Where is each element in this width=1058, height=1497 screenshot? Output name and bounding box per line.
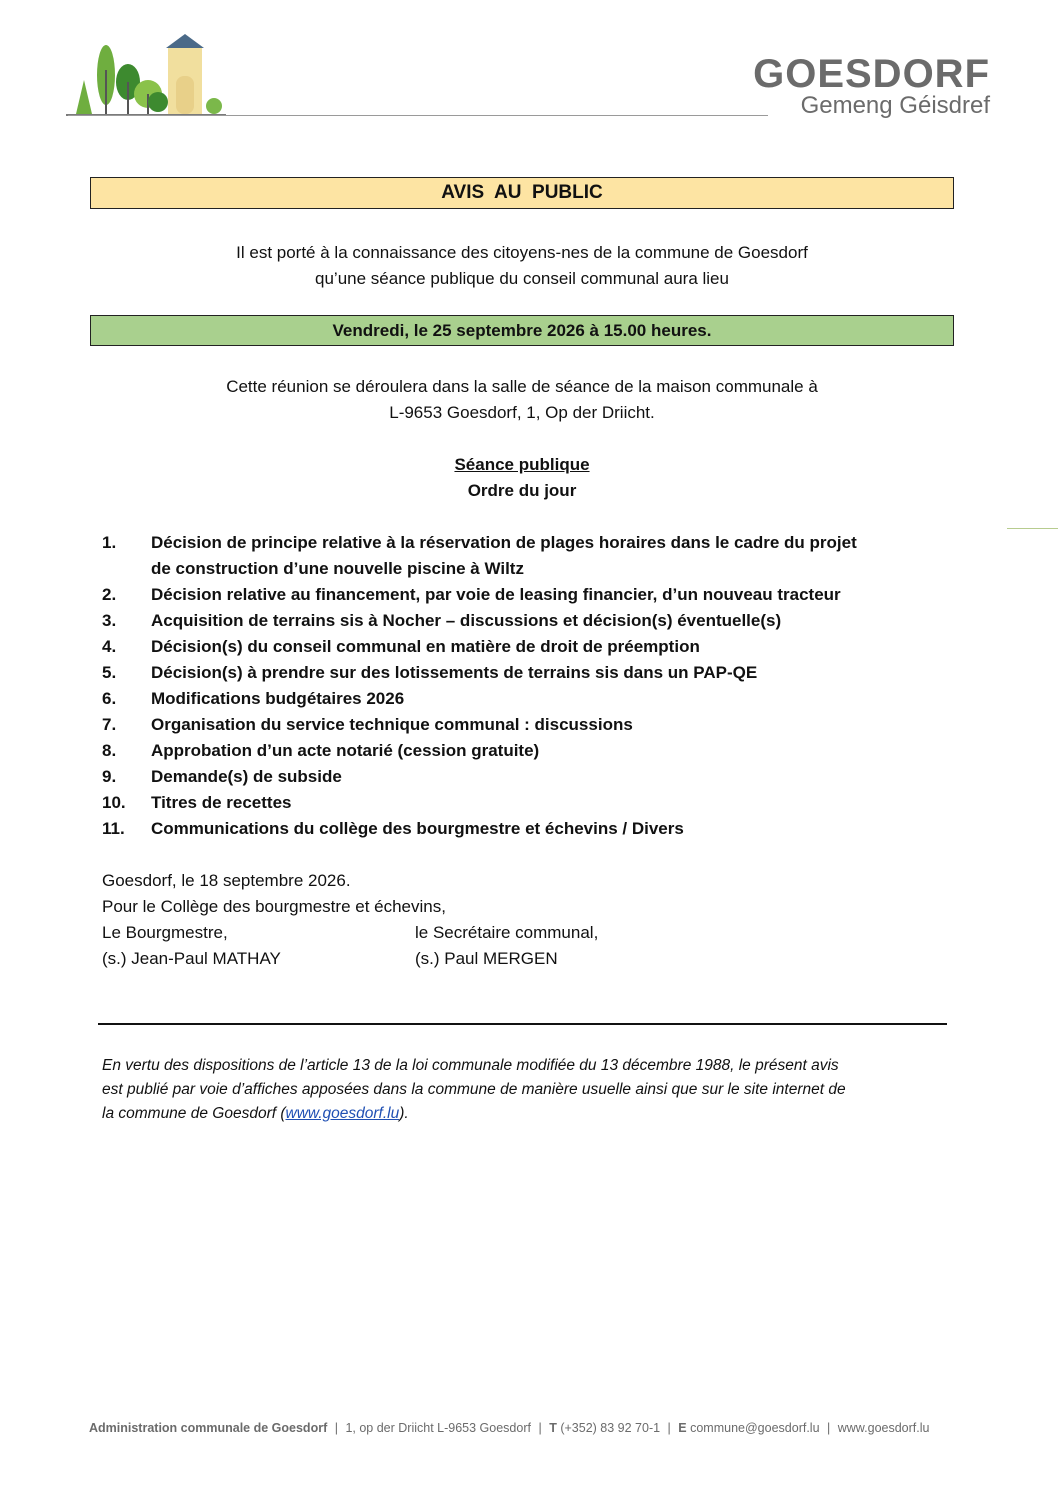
footer-separator: | bbox=[538, 1421, 542, 1435]
agenda-item-text: Acquisition de terrains sis à Nocher – discussions et décision(s) éventuelle(s) bbox=[151, 611, 782, 630]
agenda-item-text: Approbation d’un acte notarié (cession gratuite) bbox=[151, 741, 540, 760]
legal-notice bbox=[102, 1054, 952, 1126]
brand-subtitle: Gemeng Géisdref bbox=[800, 92, 990, 119]
agenda-item-text: Demande(s) de subside bbox=[151, 767, 342, 786]
footer-separator: | bbox=[667, 1421, 671, 1435]
mayor-name: (s.) Jean-Paul MATHAY bbox=[102, 949, 281, 968]
agenda-item-number: 4. bbox=[102, 637, 117, 656]
meeting-date-box bbox=[90, 315, 954, 346]
agenda-item-number: 2. bbox=[102, 585, 117, 604]
intro-line-2: qu’une séance publique du conseil communal aura lieu bbox=[315, 269, 729, 288]
agenda-item bbox=[102, 608, 962, 634]
agenda-item bbox=[102, 686, 962, 712]
agenda-item-text: Communications du collège des bourgmestre et échevins / Divers bbox=[151, 819, 684, 838]
agenda-item-number: 1. bbox=[102, 533, 117, 552]
notice-title-box bbox=[90, 177, 954, 209]
footer-tel: (+352) 83 92 70-1 bbox=[560, 1421, 661, 1435]
session-title: Séance publique bbox=[454, 455, 590, 474]
section-divider bbox=[98, 1023, 947, 1025]
secretary-title: le Secrétaire communal, bbox=[415, 923, 599, 942]
agenda-item bbox=[102, 530, 962, 582]
agenda-item-number: 5. bbox=[102, 663, 117, 682]
legal-notice-line-3-end: ). bbox=[399, 1105, 409, 1122]
for-college: Pour le Collège des bourgmestre et échevins, bbox=[102, 897, 446, 916]
footer-address: 1, op der Driicht L-9653 Goesdorf bbox=[345, 1421, 531, 1435]
secretary-name: (s.) Paul MERGEN bbox=[415, 949, 558, 968]
footer-separator: | bbox=[827, 1421, 831, 1435]
page-footer bbox=[89, 1421, 989, 1435]
agenda-item-text: Décision(s) du conseil communal en matière de droit de préemption bbox=[151, 637, 700, 656]
legal-notice-line-1: En vertu des dispositions de l’article 13 de la loi communale modifiée du 13 décembre 1988, le présent avis bbox=[102, 1057, 839, 1074]
intro-text bbox=[90, 240, 954, 292]
agenda-list bbox=[102, 530, 962, 842]
session-subtitle: Ordre du jour bbox=[467, 481, 577, 500]
session-heading bbox=[90, 452, 954, 504]
agenda-item-number: 11. bbox=[102, 819, 125, 838]
footer-tel-label: T bbox=[549, 1421, 557, 1435]
agenda-item-text: Décision de principe relative à la réservation de plages horaires dans le cadre du projet bbox=[151, 533, 857, 552]
agenda-item-number: 10. bbox=[102, 793, 126, 812]
agenda-item bbox=[102, 634, 962, 660]
agenda-item-text: Titres de recettes bbox=[151, 793, 292, 812]
agenda-item bbox=[102, 816, 962, 842]
legal-notice-line-2: est publié par voie d’affiches apposées dans la commune de manière usuelle ainsi que sur le site internet de bbox=[102, 1081, 846, 1098]
agenda-item-number: 8. bbox=[102, 741, 117, 760]
legal-notice-line-3: la commune de Goesdorf ( bbox=[102, 1105, 286, 1122]
website-link[interactable]: www.goesdorf.lu bbox=[285, 1105, 400, 1122]
agenda-item-text: Décision(s) à prendre sur des lotissements de terrains sis dans un PAP-QE bbox=[151, 663, 758, 682]
agenda-item-number: 6. bbox=[102, 689, 117, 708]
brand-name: GOESDORF bbox=[753, 52, 990, 96]
agenda-item bbox=[102, 738, 962, 764]
commune-logo bbox=[66, 30, 226, 120]
meeting-date: Vendredi, le 25 septembre 2026 à 15.00 heures. bbox=[332, 320, 712, 340]
footer-email[interactable]: commune@goesdorf.lu bbox=[690, 1421, 820, 1435]
agenda-item bbox=[102, 582, 962, 608]
agenda-item-text: Décision relative au financement, par voie de leasing financier, d’un nouveau tracteur bbox=[151, 585, 841, 604]
agenda-item-text-cont: de construction d’une nouvelle piscine à Wiltz bbox=[151, 559, 524, 578]
signature-block bbox=[102, 868, 802, 972]
agenda-item bbox=[102, 790, 962, 816]
agenda-item bbox=[102, 712, 962, 738]
footer-website[interactable]: www.goesdorf.lu bbox=[837, 1421, 930, 1435]
agenda-item-number: 7. bbox=[102, 715, 117, 734]
agenda-item bbox=[102, 764, 962, 790]
location-text bbox=[90, 374, 954, 426]
agenda-item-number: 3. bbox=[102, 611, 117, 630]
margin-mark bbox=[1007, 528, 1058, 529]
agenda-item-text: Modifications budgétaires 2026 bbox=[151, 689, 405, 708]
location-line-1: Cette réunion se déroulera dans la salle de séance de la maison communale à bbox=[226, 377, 818, 396]
mayor-title: Le Bourgmestre, bbox=[102, 923, 228, 942]
footer-email-label: E bbox=[678, 1421, 687, 1435]
location-line-2: L-9653 Goesdorf, 1, Op der Driicht. bbox=[389, 403, 655, 422]
agenda-item-number: 9. bbox=[102, 767, 117, 786]
footer-org: Administration communale de Goesdorf bbox=[89, 1421, 328, 1435]
header-divider bbox=[68, 115, 768, 116]
intro-line-1: Il est porté à la connaissance des citoyens-nes de la commune de Goesdorf bbox=[236, 243, 808, 262]
agenda-item bbox=[102, 660, 962, 686]
agenda-item-text: Organisation du service technique communal : discussions bbox=[151, 715, 633, 734]
footer-separator: | bbox=[334, 1421, 338, 1435]
notice-title: AVIS AU PUBLIC bbox=[441, 182, 603, 203]
place-date: Goesdorf, le 18 septembre 2026. bbox=[102, 871, 351, 890]
